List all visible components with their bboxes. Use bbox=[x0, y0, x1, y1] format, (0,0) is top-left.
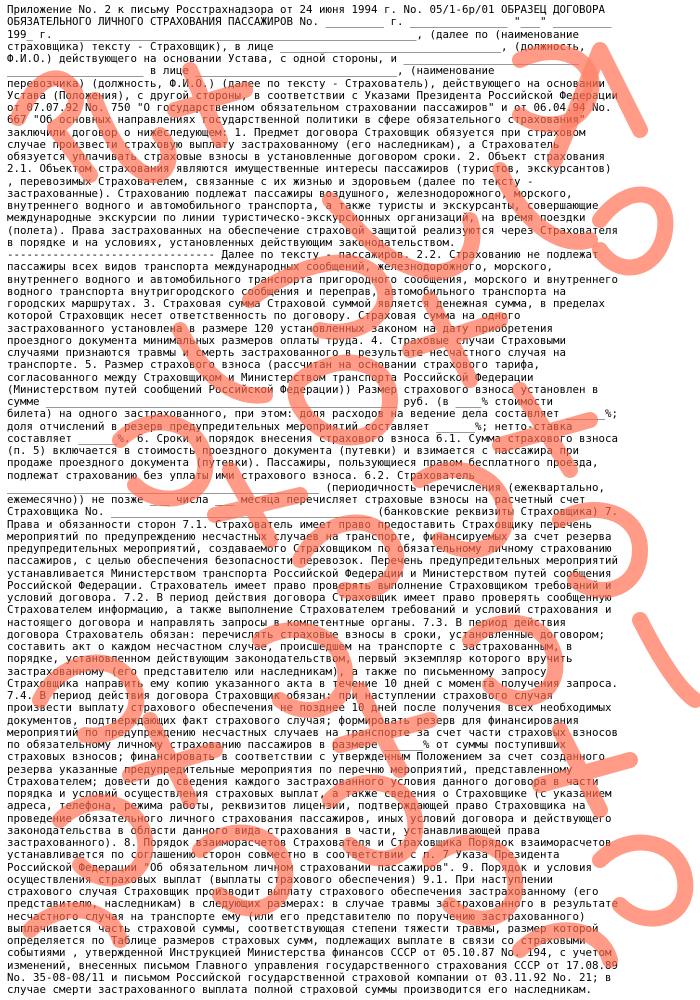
document-line: No. 35-08-08/11 и письмом Российской государственной страховой компании от 03.11.92 No. 21; в bbox=[7, 970, 612, 984]
document-line: 667 "Об основных направлениях государственной политики в сфере обязательного страхования" bbox=[7, 113, 586, 127]
document-line: документов, подтверждающих факт страхового случая; формировать резерв для финансирования bbox=[7, 713, 580, 727]
document-line: которой Страховщик несет ответственность по договору. Страховая сумма на одного bbox=[7, 309, 521, 323]
document-line: международные экскурсии по линии туристическо-экскурсионных организаций, на время поездки bbox=[7, 211, 586, 225]
document-line: застрахованные). Страхованию подлежат пассажиры воздушного, железнодорожного, морского, bbox=[7, 186, 573, 200]
document-line: Российской Федерации "Об обязательном личном страховании пассажиров". 9. Порядок и условия bbox=[7, 860, 593, 874]
document-line: перевозчика) (должность, Ф.И.О.) (далее по тексту - Страхователь), действующего на основании bbox=[7, 76, 606, 90]
document-line: проездного документа минимальных размеров оплаты труда. 4. Страховые случаи Страховыми bbox=[7, 333, 567, 347]
document-line: застрахованного установлена в размере 120 установленных законом на дату приобретения bbox=[7, 321, 554, 335]
document-line: застрахованного). 8. Порядок взаиморасчетов Страхователя и Страховщика Порядок взаиморасчетов bbox=[7, 836, 612, 849]
document-line: заключили договор о нижеследующем: 1. Предмет договора Страховщик обязуется при страховом bbox=[7, 125, 586, 139]
document-line: 199_ г. _______________________________________________________, (далее по (наименование bbox=[7, 27, 580, 41]
document-line: событиями , утвержденной Инструкцией Министерства финансов СССР от 05.10.87 No. 194, с учетом bbox=[7, 946, 612, 960]
document-line: продаже проездного документа (путевки). Пассажиры, пользующиеся правом бесплатного проезда, bbox=[7, 456, 599, 470]
document-line: пассажиры всех видов транспорта международных сообщений, железнодорожного, морского, bbox=[7, 260, 554, 274]
document-line: согласованного между Страховщиком и Министерством транспорта Российской Федерации bbox=[7, 370, 534, 384]
document-line: адреса, телефона, режима работы, реквизитов лицензии, подтверждающей право Страховщика на bbox=[7, 799, 586, 813]
document-line: Приложение No. 2 к письму Росстрахнадзора от 24 июня 1994 г. No. 05/1-6р/01 ОБРАЗЕЦ ДОГОВОРА bbox=[7, 3, 606, 16]
document-line: настоящего договора и направлять запросы в компетентные органы. 7.3. В период действия bbox=[7, 615, 567, 629]
document-line: обязуется уплачивать страховые взносы в установленные договором сроки. 2. Объект страхования bbox=[7, 150, 606, 163]
document-line: городских маршрутах. 3. Страховая сумма Страховой суммой является денежная сумма, в пределах bbox=[7, 297, 606, 310]
document-line: транспорте. 5. Размер страхового взноса (рассчитан на основании страхового тарифа, bbox=[7, 358, 541, 372]
document-line: мероприятий по предупреждению несчастных случаев на транспорте за счет части страховых взносов bbox=[7, 725, 619, 739]
document-line: билета) на одного застрахованного, при этом: доля расходов на ведение дела составляет ______%; bbox=[7, 407, 619, 421]
document-line: застрахованному (его представителю или наследникам), а также по письменному запросу bbox=[7, 664, 547, 678]
document-line: Страховщика No. ________________________________________ (банковские реквизиты Страховщика) 7. bbox=[7, 505, 619, 519]
document-line: представителю, наследникам) в следующих размерах: в случае травмы застрахованного в результате bbox=[7, 897, 619, 911]
document-line: Ф.И.О.) действующего на основании Устава, с одной стороны, и ___________________________ bbox=[7, 52, 580, 65]
document-line: определяется по Таблице размеров страховых сумм, подлежащих выплате в связи со страховыми bbox=[7, 934, 586, 947]
document-line: случаями признаются травмы и смерть застрахованного в результате несчастного случая на bbox=[7, 346, 567, 359]
document-line: законодательства в области данного вида страхования в части, устанавливающей права bbox=[7, 823, 541, 837]
document-line: случае произвести страховую выплату застрахованному (его наследникам), а Страхователь bbox=[7, 137, 560, 151]
document-line: Страхователем; довести до сведения каждого застрахованного условия данного договора в части bbox=[7, 774, 599, 788]
document-line: , перевозимых Страхователем, связанные с их жизнью и здоровьем (далее по тексту - bbox=[7, 174, 534, 188]
document-line: (Министерством путей сообщений Российской Федерации)) Размер страхового взноса установлен в bbox=[7, 382, 599, 396]
document-line: подлежат страхованию без уплаты ими страхового взноса. 6.2. Страхователь bbox=[7, 468, 476, 482]
document-line: произвести выплату страхового обеспечения не позднее 10 дней после получения всех необходимых bbox=[7, 701, 612, 715]
document-line: составляет ______%. 6. Сроки и порядок внесения страхового взноса 6.1. Сумма страхового взноса bbox=[7, 431, 619, 445]
document-line: внутреннего водного и автомобильного транспорта пригородного сообщения, морского и внутреннего bbox=[7, 272, 619, 286]
document-line: пассажиров, с целью обеспечения безопасности перевозок. Перечень предупредительных мероприятий bbox=[7, 554, 619, 568]
document-line: резерва указанные предупредительные мероприятия по перечню мероприятий, представленному bbox=[7, 762, 573, 776]
document-line: по обязательному личному страхованию пассажиров в размере ______% от суммы поступивших bbox=[7, 738, 567, 751]
document-line: условий договора. 7.2. В период действия договора Страховщик имеет право проверять сообщенную bbox=[7, 591, 612, 604]
document-line: договора Страхователь обязан: перечислять страховые взносы в сроки, установленные договором; bbox=[7, 627, 606, 641]
document-line: ________________________________________________ (периодичность перечисления (ежеквартально, bbox=[7, 480, 606, 494]
document-line: Права и обязанности сторон 7.1. Страхователь имеет право предоставить Страховщику перечень bbox=[7, 517, 593, 531]
document-line: проведение обязательного личного страхования пассажиров, иных условий договора и действующего bbox=[7, 811, 612, 825]
document-line: Страхователем информацию, а также выполнение Страхователем требований и условий страхования и bbox=[7, 603, 612, 617]
document-line: (п. 5) включается в стоимость проездного документа (путевки) и взимается с пассажира при bbox=[7, 444, 580, 457]
document-line: устанавливается по соглашению сторон совместно в соответствии с п. 7 Указа Президента bbox=[7, 848, 560, 862]
document-line: порядка и условий осуществления страховых выплат, а также сведения о Страховщике (с указанием bbox=[7, 787, 612, 800]
document-line: внутреннего водного и автомобильного транспорта, а также туристы и экскурсанты, совершающие bbox=[7, 199, 599, 212]
document-line: порядке, установленном действующим законодательством, первый экземпляр которого вручить bbox=[7, 652, 573, 666]
document-line: _____________________ в лице _______________________________, (наименование bbox=[7, 64, 495, 78]
document-line: 7.4. В период действия договора Страховщик обязан: при наступлении страхового случая bbox=[7, 689, 554, 702]
document-line: от 07.07.92 No. 750 "О государственном обязательном страховании пассажиров" и от 06.04.94 No. bbox=[7, 101, 612, 114]
document-line: ОБЯЗАТЕЛЬНОГО ЛИЧНОГО СТРАХОВАНИЯ ПАССАЖИРОВ No. _________ г. _______________ "___" _________ bbox=[7, 15, 612, 29]
document-line: осуществления страховых выплат (выплаты страхового обеспечения) 9.1. При наступлении bbox=[7, 872, 554, 886]
document-line: выплачивается часть страховой суммы, соответствующая степени тяжести травмы, размер которой bbox=[7, 921, 599, 935]
document-line: страхового случая Страховщик производит выплату страхового обеспечения застрахованному (его bbox=[7, 885, 599, 898]
document-line: 2.1. Объектом страхования являются имущественные интересы пассажиров (туристов, экскурсантов) bbox=[7, 162, 612, 176]
document-line: Страховщика направить ему копию указанного акта в течение 10 дней с момента получения запроса. bbox=[7, 676, 619, 690]
document-line: доля отчислений в резерв предупредительных мероприятий составляет ______%; нетто-ставка bbox=[7, 419, 573, 433]
document-line: ежемесячно)) не позже ___ числа ___ месяца перечисляет страховые взносы на расчетный счет bbox=[7, 493, 586, 506]
document-line: сумме ______________________________________________________ руб. (в ____% стоимости bbox=[7, 395, 554, 408]
document-line: составить акт о каждом несчастном случае, происшедшем на транспорте с застрахованным, в bbox=[7, 640, 573, 653]
document-line: в порядке и на условиях, установленных действующим законодательством. bbox=[7, 235, 456, 249]
document-line: водного транспорта внутригородского сообщения и переправ, автомобильного транспорта на bbox=[7, 284, 567, 298]
document-line: устанавливается Министерством транспорта Российской Федерации и Министерством путей сообщения bbox=[7, 566, 612, 580]
document-line: страховых взносов; финансировать в соответствии с утвержденным Положением за счет созданного bbox=[7, 750, 606, 764]
document-line: -------------------------------- Далее по тексту - пассажиров. 2.2. Страхованию не подлежат bbox=[7, 248, 599, 261]
document-line: Российской Федерации. Страхователь имеет право проверять выполнение Страховщиком требований и bbox=[7, 578, 612, 592]
document-line: предупредительных мероприятий, создаваемого Страховщиком по обязательному личному страхованию bbox=[7, 542, 612, 555]
document-line: мероприятий по предупреждению несчастных случаев на транспорте, финансируемых за счет резерва bbox=[7, 529, 612, 543]
document-line: страховщика) тексту - Страховщик), в лице __________________________________, (должность, bbox=[7, 39, 586, 53]
document-line: (полета). Права застрахованных на обеспечение страховой защитой реализуются через Страхователя bbox=[7, 223, 619, 237]
document-line: изменений, внесенных письмом Главного управления государственного страхования СССР от 17.08.89 bbox=[7, 958, 619, 972]
document-line: случае смерти застрахованного выплата полной страховой суммы производится его наследникам. bbox=[7, 983, 593, 996]
document-line: несчастного случая на транспорте ему (или его представителю по поручению застрахованного) bbox=[7, 909, 586, 923]
document-line: Устава (Положения), с другой стороны, в соответствии с Указами Президента Российской Федерации bbox=[7, 88, 619, 102]
